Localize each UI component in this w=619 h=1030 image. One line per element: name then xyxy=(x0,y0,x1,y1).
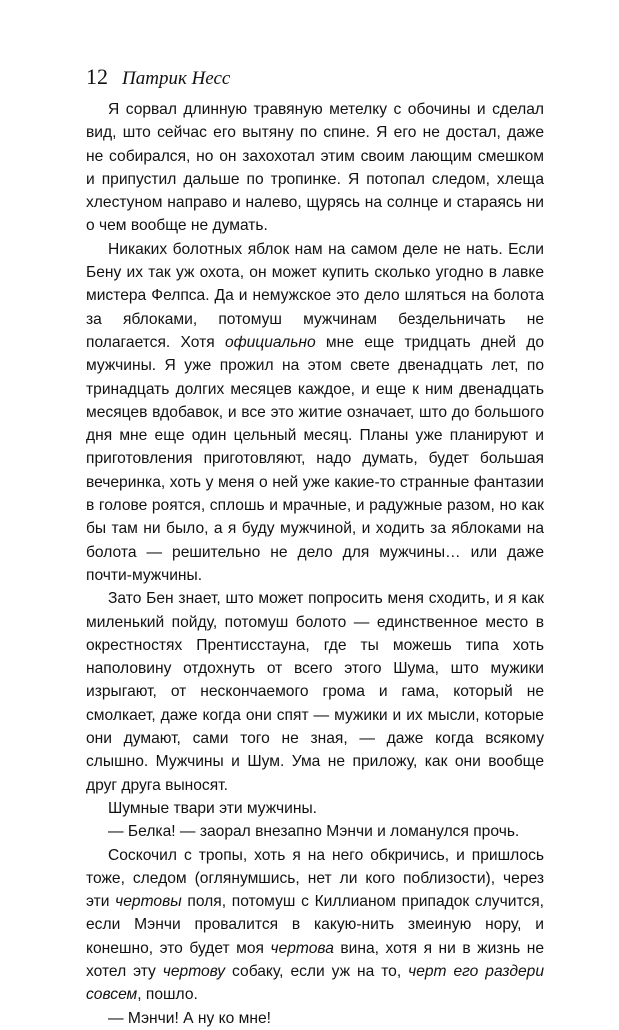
text-run: Соскочил с тропы, хоть я на него обкричись, и пришлось тоже, следом (оглянумшись, нет ли кого поблизости), через эти xyxy=(86,846,544,911)
paragraph xyxy=(86,587,544,797)
text-run: Зато Бен знает, што может попросить меня сходить, и я как миленький пойду, потомуш болото — единственное место в окрестностях Прентисстауна, где ты можешь типа хоть наполовину отдохнуть от всего этого Шума, што мужики изрыгают, от нескончаемого грома и гама, который не смолкает, даже когда они спят — мужики и их мысли, которые они думают, сами того не зная, — даже когда всякому слышно. Мужчины и Шум. Ума не приложу, как они вообще друг друга выносят. xyxy=(86,590,544,794)
text-run: Шумные твари эти мужчины. xyxy=(108,799,318,817)
paragraph xyxy=(86,844,544,1007)
text-run: — Мэнчи! А ну ко мне! xyxy=(108,1009,271,1027)
text-run: — Белка! — заорал внезапно Мэнчи и ломанулся прочь. xyxy=(108,823,520,841)
paragraph xyxy=(86,1007,544,1030)
paragraph xyxy=(86,98,544,238)
paragraph xyxy=(86,820,544,843)
italic-text: чертовы xyxy=(115,893,182,911)
page-number: 12 xyxy=(86,64,108,89)
italic-text: черт его раздери совсем xyxy=(86,962,544,1004)
italic-text: чертова xyxy=(270,939,334,957)
paragraph xyxy=(86,238,544,587)
paragraph xyxy=(86,797,544,820)
italic-text: чертову xyxy=(162,962,226,980)
text-run: Никаких болотных яблок нам на самом деле не нать. Если Бену их так уж охота, он может купить сколько угодно в лавке мистера Фелпса. Да и немужское это дело шляться на болота за яблоками, потомуш мужчинам бездельничать не полагается. Хотя xyxy=(86,240,544,351)
italic-text: официально xyxy=(224,333,316,351)
body-text xyxy=(86,98,544,1030)
text-run: Я сорвал длинную травяную метелку с обочины и сделал вид, што сейчас его вытяну по спине. Я его не достал, даже не собирался, но он захохотал этим своим лающим смешком и припустил дальше по тропинке. Я потопал следом, хлеща хлестуном направо и налево, щурясь на солнце и стараясь ни о чем вообще не думать. xyxy=(86,101,544,235)
page-header xyxy=(86,64,230,90)
text-run: поля, потомуш с Киллианом припадок случится, если Мэнчи провалится в какую-нить змеиную нору, и конешно, это будет моя xyxy=(86,893,544,957)
text-run: , пошло. xyxy=(137,986,198,1004)
text-run: мне еще тридцать дней до мужчины. Я уже прожил на этом свете двенадцать лет, по тринадцать долгих месяцев каждое, и еще к ним двенадцать месяцев вдобавок, и все это житие означает, што до большого дня мне еще один цельный месяц. Планы уже планируют и приготовления приготовляют, надо думать, будет большая вечеринка, хоть у меня о ней уже какие-то странные фантазии в голове роятся, сплошь и мрачные, и радужные разом, но как бы там ни было, а я буду мужчиной, и ходить за яблоками на болота — решительно не дело для мужчины… или даже почти-мужчины. xyxy=(86,333,544,584)
text-run: собаку, если уж на то, xyxy=(225,962,409,980)
running-head: Патрик Несс xyxy=(122,68,231,89)
text-run: вина, хотя я ни в жизнь не хотел эту xyxy=(86,939,544,980)
